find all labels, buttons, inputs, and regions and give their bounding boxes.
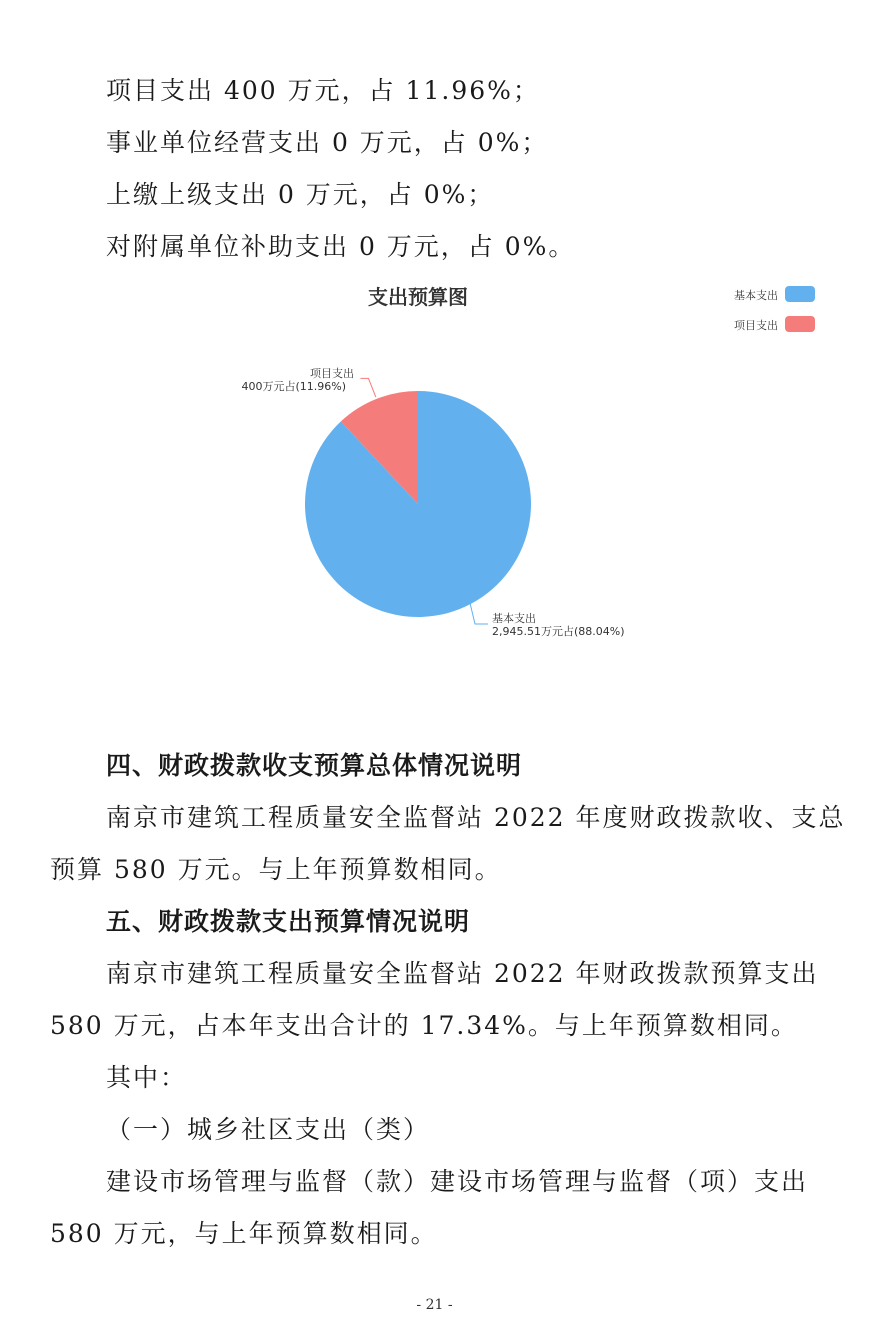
slice-label-basic-value: 2,945.51万元占(88.04%): [492, 625, 625, 638]
legend-label-basic: 基本支出: [734, 289, 778, 302]
chart-title: 支出预算图: [368, 285, 468, 309]
section5-paragraph-line-1: 南京市建筑工程质量安全监督站 2022 年财政拨款预算支出: [106, 959, 819, 988]
intro-line-2: 事业单位经营支出 0 万元，占 0%；: [106, 128, 549, 157]
pie: [305, 391, 531, 617]
section5-paragraph-line-2: 580 万元，占本年支出合计的 17.34%。与上年预算数相同。: [50, 1011, 798, 1040]
slice-label-basic-name: 基本支出: [492, 612, 536, 625]
slice-label-project-value: 400万元占(11.96%): [241, 380, 346, 393]
page-number: - 21 -: [416, 1297, 453, 1313]
section5-heading: 五、财政拨款支出预算情况说明: [106, 907, 471, 936]
intro-line-4: 对附属单位补助支出 0 万元，占 0%。: [106, 232, 576, 261]
intro-line-3: 上缴上级支出 0 万元，占 0%；: [106, 180, 495, 209]
chart-legend: [734, 286, 815, 332]
section4-heading: 四、财政拨款收支预算总体情况说明: [106, 751, 523, 780]
slice-label-project-name: 项目支出: [310, 367, 354, 380]
section5-among: 其中：: [106, 1063, 188, 1092]
expenditure-pie-chart: [0, 270, 869, 650]
legend-label-project: 项目支出: [734, 319, 778, 332]
intro-line-1: 项目支出 400 万元，占 11.96%；: [106, 76, 540, 105]
legend-swatch-basic: [785, 286, 815, 302]
section4-paragraph-line-1: 南京市建筑工程质量安全监督站 2022 年度财政拨款收、支总: [106, 803, 846, 832]
label-leader-project: [360, 378, 375, 397]
legend-swatch-project: [785, 316, 815, 332]
section4-paragraph-line-2: 预算 580 万元。与上年预算数相同。: [50, 855, 502, 884]
section5-item-line-2: 580 万元，与上年预算数相同。: [50, 1219, 438, 1248]
section5-item-line-1: 建设市场管理与监督（款）建设市场管理与监督（项）支出: [106, 1167, 809, 1196]
section5-category: （一）城乡社区支出（类）: [106, 1115, 431, 1144]
label-leader-basic: [470, 603, 488, 624]
